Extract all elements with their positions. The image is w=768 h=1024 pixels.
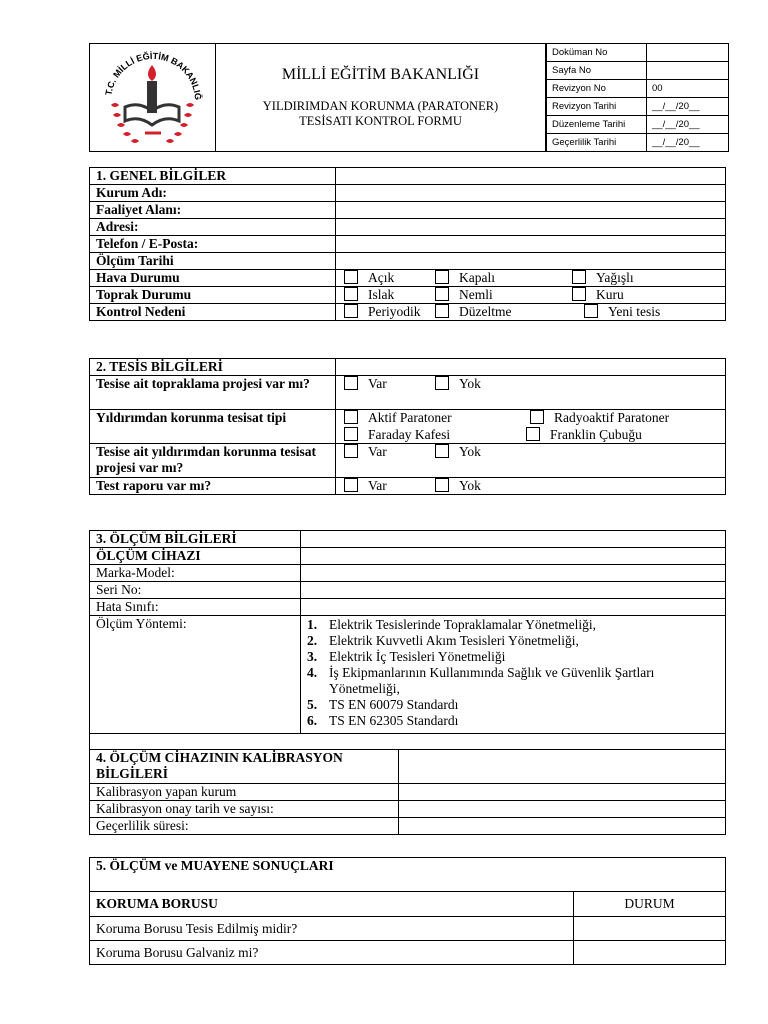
faaliyet-alani-field[interactable] [336,202,726,219]
option-islak[interactable]: Islak [344,287,394,303]
meta-label: Doküman No [547,44,647,62]
checkbox[interactable] [344,478,358,492]
list-item: 2. Elektrik Kuvvetli Akım Tesisleri Yönetmeliği, [307,633,579,648]
meta-value[interactable]: __/__/20__ [647,98,729,116]
meta-label: Sayfa No [547,62,647,80]
ministry-name: MİLLİ EĞİTİM BAKANLIĞI [281,66,480,83]
option-var[interactable]: Var [344,478,387,494]
option-var[interactable]: Var [344,376,387,392]
option-aktif-paratoner[interactable]: Aktif Paratoner [344,410,452,426]
durum-field[interactable] [574,941,726,965]
checkbox[interactable] [435,376,449,390]
checkbox[interactable] [344,287,358,301]
meta-value[interactable]: __/__/20__ [647,134,729,152]
checkbox[interactable] [435,304,449,318]
option-yeni-tesis[interactable]: Yeni tesis [584,304,660,320]
form-title-block [216,43,546,152]
meta-value[interactable]: 00 [647,80,729,98]
checkbox[interactable] [572,270,586,284]
section-title: 5. ÖLÇÜM ve MUAYENE SONUÇLARI [90,858,726,892]
device-subtitle: ÖLÇÜM CİHAZI [90,548,301,565]
field-label: Ölçüm Tarihi [90,253,336,270]
column-header: KORUMA BORUSU [90,892,574,917]
list-item: 6. TS EN 62305 Standardı [307,713,459,728]
checkbox[interactable] [435,444,449,458]
meta-value[interactable]: __/__/20__ [647,116,729,134]
adres-field[interactable] [336,219,726,236]
kontrol-options [336,304,726,321]
kurum-adi-field[interactable] [336,185,726,202]
results-table [89,857,726,965]
kalibrasyon-kurum-field[interactable] [399,784,726,801]
durum-field[interactable] [574,917,726,941]
q3-options [336,444,726,478]
section-title: 4. ÖLÇÜM CİHAZININ KALİBRASYON BİLGİLERİ [90,750,399,784]
field-label: Geçerlilik süresi: [90,818,399,835]
question-label: Test raporu var mı? [90,478,336,495]
measurement-info-table [89,530,726,835]
field-label: Adresi: [90,219,336,236]
section-title: 2. TESİS BİLGİLERİ [90,359,336,376]
field-label: Hava Durumu [90,270,336,287]
option-yok[interactable]: Yok [435,444,481,460]
checkbox[interactable] [435,270,449,284]
option-nemli[interactable]: Nemli [435,287,493,303]
field-label: Marka-Model: [90,565,301,582]
checkbox[interactable] [526,427,540,441]
list-item: 5. TS EN 60079 Standardı [307,697,459,712]
field-label: Kalibrasyon onay tarih ve sayısı: [90,801,399,818]
option-yok[interactable]: Yok [435,478,481,494]
field-label: Kontrol Nedeni [90,304,336,321]
checkbox[interactable] [435,478,449,492]
method-list [307,617,719,729]
meta-label: Revizyon No [547,80,647,98]
column-header: DURUM [574,892,726,917]
svg-text:T.C. MİLLİ EĞİTİM BAKANLIĞI: T.C. MİLLİ EĞİTİM BAKANLIĞ [103,50,204,101]
option-franklin-cubugu[interactable]: Franklin Çubuğu [526,427,642,443]
list-item: 1. Elektrik Tesislerinde Topraklamalar Yönetmeliği, [307,617,597,632]
checkbox[interactable] [530,410,544,424]
meta-label: Düzenleme Tarihi [547,116,647,134]
field-label: Ölçüm Yöntemi: [90,616,301,734]
meta-value[interactable] [647,62,729,80]
option-kuru[interactable]: Kuru [572,287,624,303]
kalibrasyon-onay-field[interactable] [399,801,726,818]
seri-no-field[interactable] [301,582,726,599]
checkbox[interactable] [344,376,358,390]
option-var[interactable]: Var [344,444,387,460]
facility-info-table [89,358,726,495]
method-list-cell [301,616,726,734]
field-label: Faaliyet Alanı: [90,202,336,219]
q2-options [336,410,726,444]
general-info-table [89,167,726,321]
option-yok[interactable]: Yok [435,376,481,392]
ministry-logo [89,43,216,152]
field-label: Kurum Adı: [90,185,336,202]
q4-options [336,478,726,495]
checkbox[interactable] [344,304,358,318]
checkbox[interactable] [344,444,358,458]
checkbox[interactable] [584,304,598,318]
form-title: YILDIRIMDAN KORUNMA (PARATONER) TESİSATI KONTROL FORMU [262,99,499,128]
section-title: 1. GENEL BİLGİLER [90,168,336,185]
option-acik[interactable]: Açık [344,270,394,286]
toprak-options [336,287,726,304]
ministry-seal-icon [89,43,216,152]
result-label: Koruma Borusu Galvaniz mi? [90,941,574,965]
checkbox[interactable] [344,410,358,424]
q1-options [336,376,726,410]
option-radyoaktif-paratoner[interactable]: Radyoaktif Paratoner [530,410,669,426]
field-label: Seri No: [90,582,301,599]
section-title: 3. ÖLÇÜM BİLGİLERİ [90,531,301,548]
marka-model-field[interactable] [301,565,726,582]
option-yagisli[interactable]: Yağışlı [572,270,634,286]
checkbox[interactable] [572,287,586,301]
field-label: Kalibrasyon yapan kurum [90,784,399,801]
document-meta-table [546,43,729,152]
field-label: Telefon / E-Posta: [90,236,336,253]
option-faraday-kafesi[interactable]: Faraday Kafesi [344,427,450,443]
olcum-tarihi-field[interactable] [336,253,726,270]
question-label: Tesise ait topraklama projesi var mı? [90,376,336,410]
list-item: 4. İş Ekipmanlarının Kullanımında Sağlık ve Güvenlik Şartları Yönetmeliği, [307,665,655,696]
telefon-field[interactable] [336,236,726,253]
meta-label: Geçerlilik Tarihi [547,134,647,152]
meta-value[interactable] [647,44,729,62]
checkbox[interactable] [344,270,358,284]
gecerlilik-suresi-field[interactable] [399,818,726,835]
question-label: Yıldırımdan korunma tesisat tipi [90,410,336,444]
checkbox[interactable] [435,287,449,301]
result-label: Koruma Borusu Tesis Edilmiş midir? [90,917,574,941]
checkbox[interactable] [344,427,358,441]
field-label: Toprak Durumu [90,287,336,304]
list-item: 3. Elektrik İç Tesisleri Yönetmeliği [307,649,506,664]
option-kapali[interactable]: Kapalı [435,270,495,286]
option-periyodik[interactable]: Periyodik [344,304,421,320]
hata-sinifi-field[interactable] [301,599,726,616]
question-label: Tesise ait yıldırımdan korunma tesisat projesi var mı? [90,444,336,478]
option-duzeltme[interactable]: Düzeltme [435,304,511,320]
meta-label: Revizyon Tarihi [547,98,647,116]
field-label: Hata Sınıfı: [90,599,301,616]
hava-options [336,270,726,287]
